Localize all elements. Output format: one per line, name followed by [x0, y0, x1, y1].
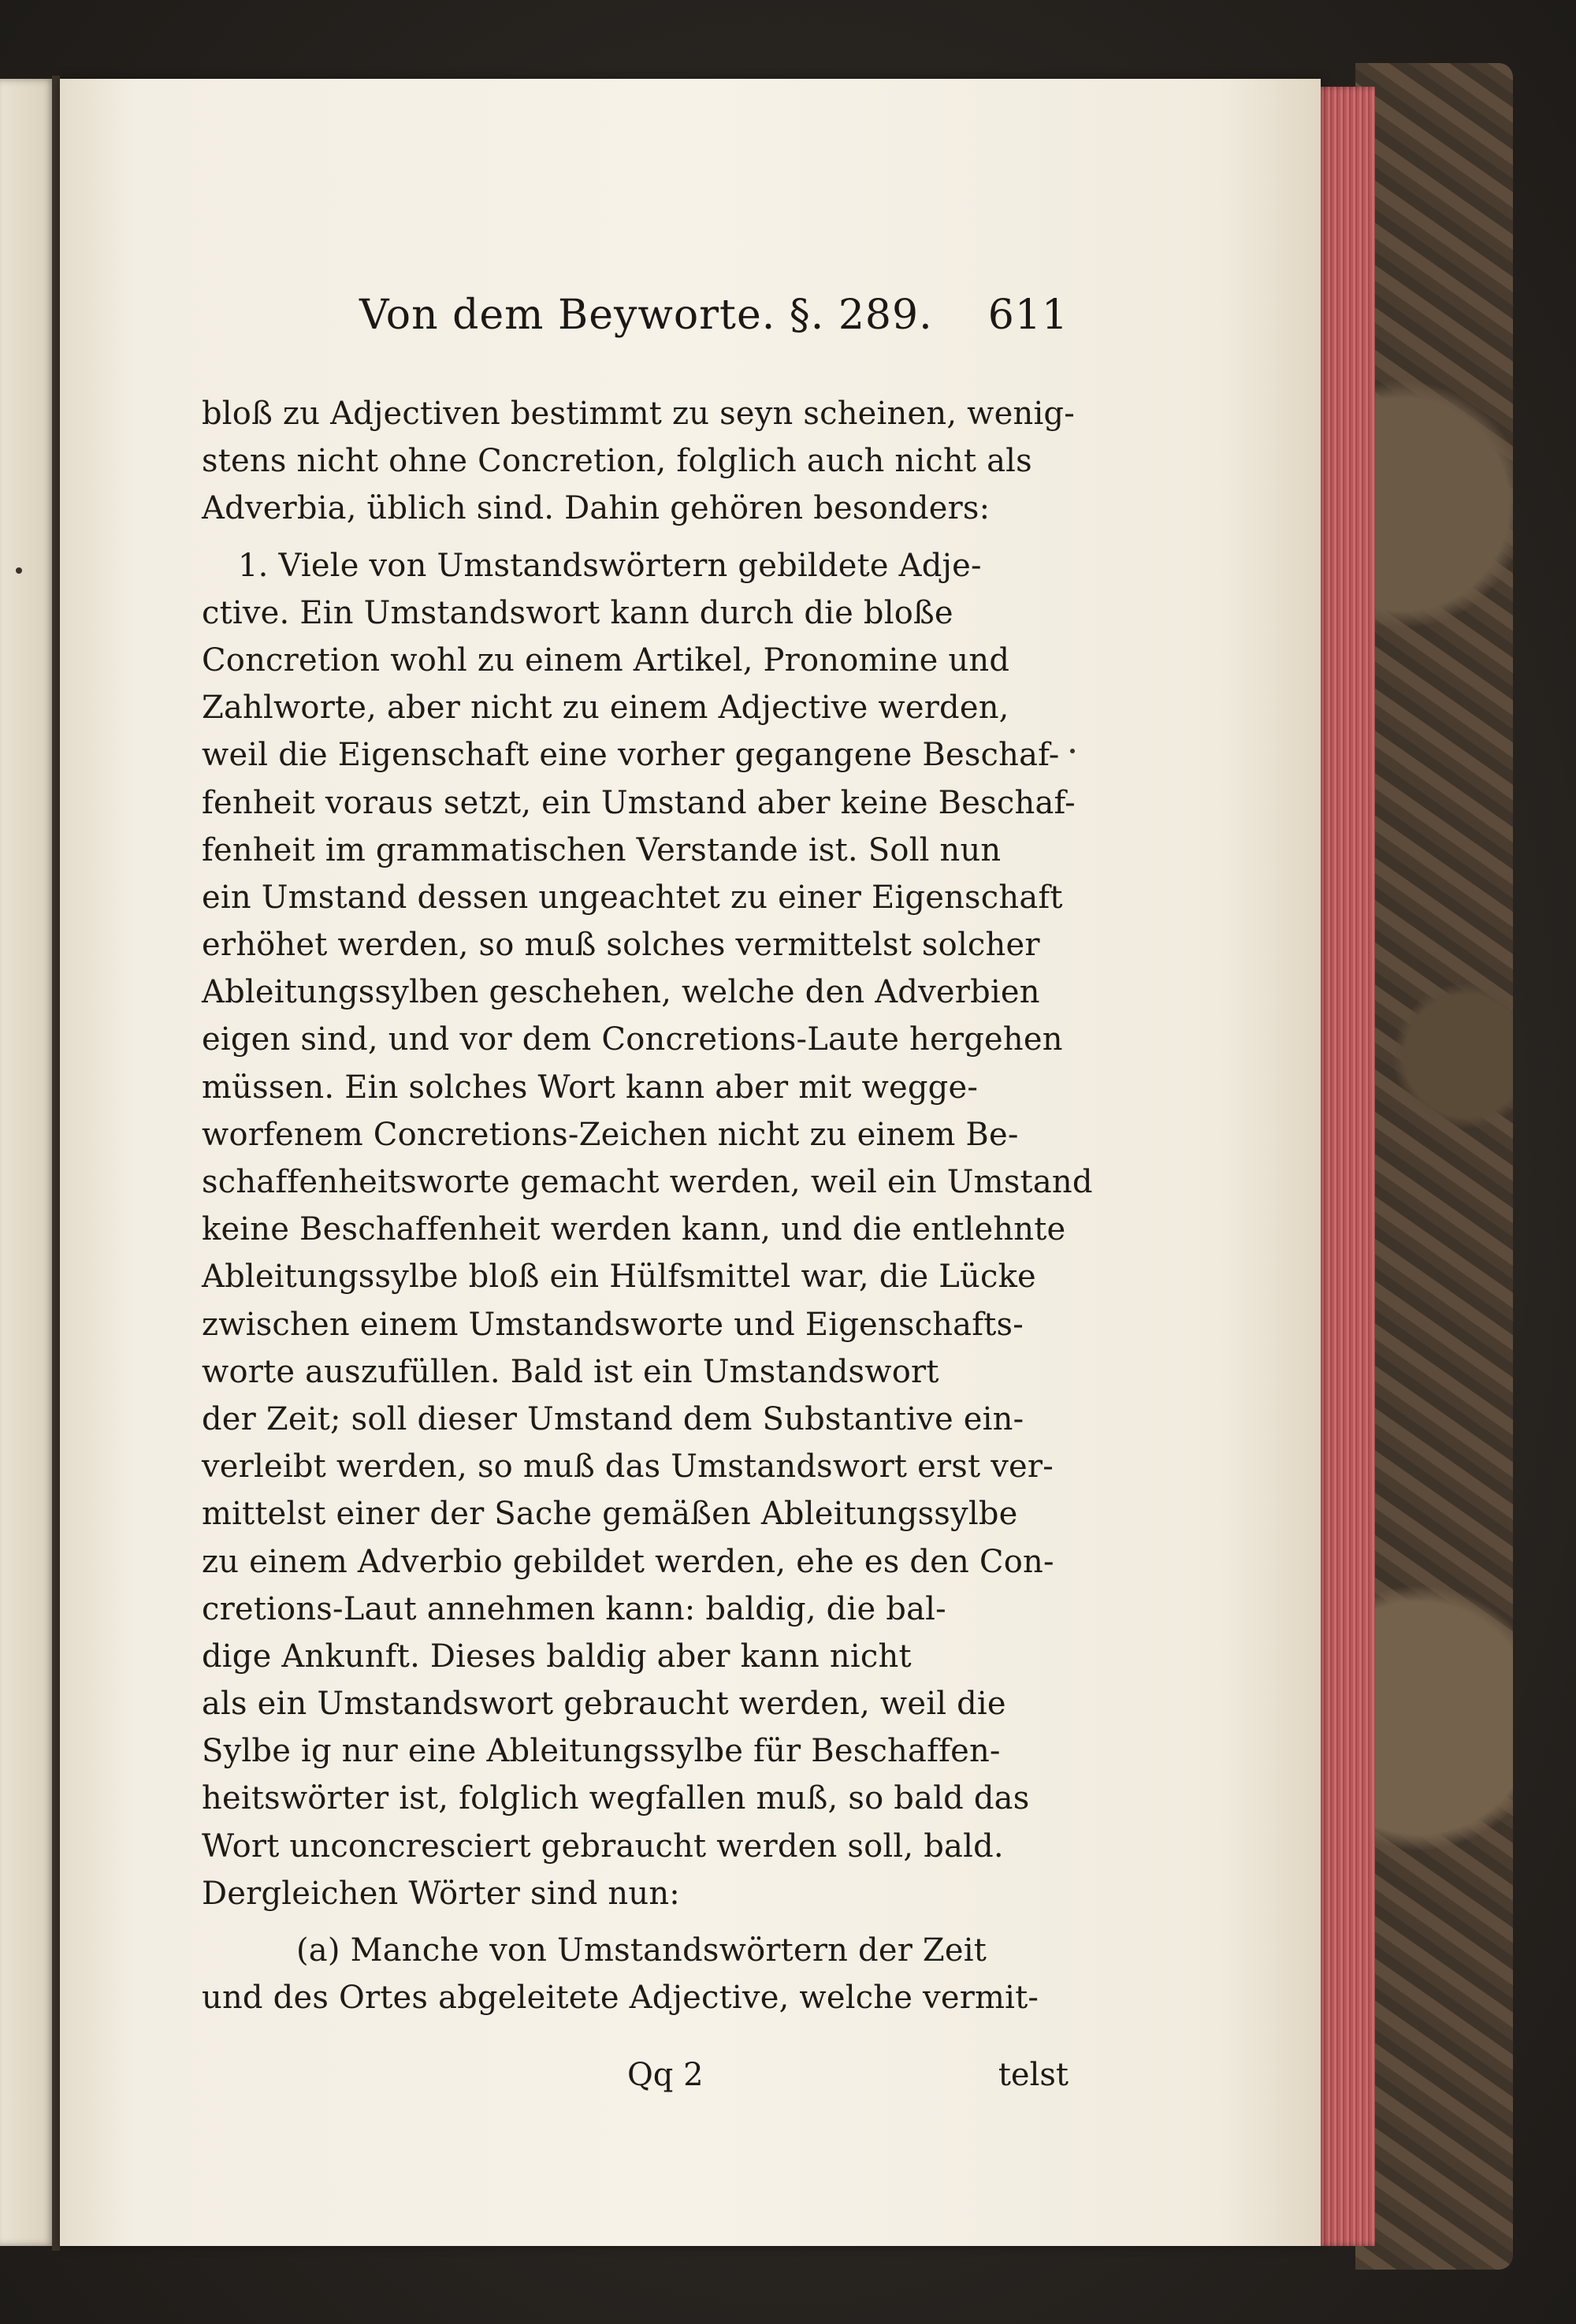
book-page — [60, 79, 1321, 2246]
page-footer — [202, 2057, 1069, 2104]
text-line: fenheit voraus setzt, ein Umstand aber keine Beschaf- — [202, 784, 1076, 821]
text-line: ein Umstand dessen ungeachtet zu einer Eigenschaft — [202, 879, 1063, 916]
text-line: stens nicht ohne Concretion, folglich auch nicht als — [202, 443, 1032, 480]
text-line: zu einem Adverbio gebildet werden, ehe es den Con- — [202, 1543, 1054, 1580]
text-line: fenheit im grammatischen Verstande ist. Soll nun — [202, 831, 1002, 868]
text-line: erhöhet werden, so muß solches vermittelst solcher — [202, 927, 1040, 964]
text-line: mittelst einer der Sache gemäßen Ableitungssylbe — [202, 1496, 1018, 1533]
text-line: weil die Eigenschaft eine vorher gegangene Beschaf- — [202, 737, 1060, 774]
text-line: zwischen einem Umstandsworte und Eigenschafts- — [202, 1306, 1024, 1343]
page-number: 611 — [987, 292, 1069, 339]
text-line: als ein Umstandswort gebraucht werden, weil die — [202, 1686, 1006, 1723]
text-line: Dergleichen Wörter sind nun: — [202, 1875, 680, 1912]
text-line: eigen sind, und vor dem Concretions-Laute hergehen — [202, 1021, 1063, 1058]
text-line: müssen. Ein solches Wort kann aber mit wegge- — [202, 1069, 979, 1106]
running-title: Von dem Beyworte. §. 289. — [359, 292, 933, 339]
text-line: worfenem Concretions-Zeichen nicht zu einem Be- — [202, 1116, 1019, 1153]
catchword: telst — [998, 2057, 1069, 2093]
text-line: heitswörter ist, folglich wegfallen muß, so bald das — [202, 1780, 1030, 1817]
text-line: schaffenheitsworte gemacht werden, weil ein Umstand — [202, 1164, 1093, 1200]
facing-page-edge — [0, 79, 55, 2246]
text-line: ctive. Ein Umstandswort kann durch die bloße — [202, 594, 953, 631]
body-text — [202, 390, 1093, 2021]
text-line: Ableitungssylbe bloß ein Hülfsmittel war, die Lücke — [202, 1259, 1036, 1296]
text-line: keine Beschaffenheit werden kann, und die entlehnte — [202, 1211, 1066, 1248]
text-line: der Zeit; soll dieser Umstand dem Substantive ein- — [202, 1400, 1024, 1437]
text-line: Adverbia, üblich sind. Dahin gehören besonders: — [202, 490, 991, 527]
text-line: cretions-Laut annehmen kann: baldig, die bal- — [202, 1590, 946, 1627]
paper-speck — [16, 567, 22, 574]
text-line: worte auszufüllen. Bald ist ein Umstandswort — [202, 1353, 939, 1390]
book-gutter — [52, 76, 60, 2251]
text-line: (a) Manche von Umstandswörtern der Zeit — [296, 1932, 987, 1969]
text-line: Zahlworte, aber nicht zu einem Adjective werden, — [202, 690, 1009, 727]
text-line: verleibt werden, so muß das Umstandswort erst ver- — [202, 1448, 1054, 1486]
text-line: Wort unconcresciert gebraucht werden soll, bald. — [202, 1828, 1004, 1865]
text-line: Ableitungssylben geschehen, welche den Adverbien — [202, 974, 1040, 1011]
text-line: Concretion wohl zu einem Artikel, Pronomine und — [202, 641, 1010, 679]
text-line: 1. Viele von Umstandswörtern gebildete Adje- — [238, 547, 982, 584]
text-line: dige Ankunft. Dieses baldig aber kann nicht — [202, 1638, 912, 1675]
marbled-book-cover — [1355, 63, 1513, 2270]
text-line: bloß zu Adjectiven bestimmt zu seyn scheinen, wenig- — [202, 396, 1075, 432]
text-line: Sylbe ig nur eine Ableitungssylbe für Beschaffen- — [202, 1733, 1001, 1770]
running-header — [359, 292, 1069, 347]
signature-mark: Qq 2 — [627, 2057, 704, 2093]
paper-speck — [1070, 749, 1075, 753]
text-line: und des Ortes abgeleitete Adjective, welche vermit- — [202, 1980, 1039, 2017]
